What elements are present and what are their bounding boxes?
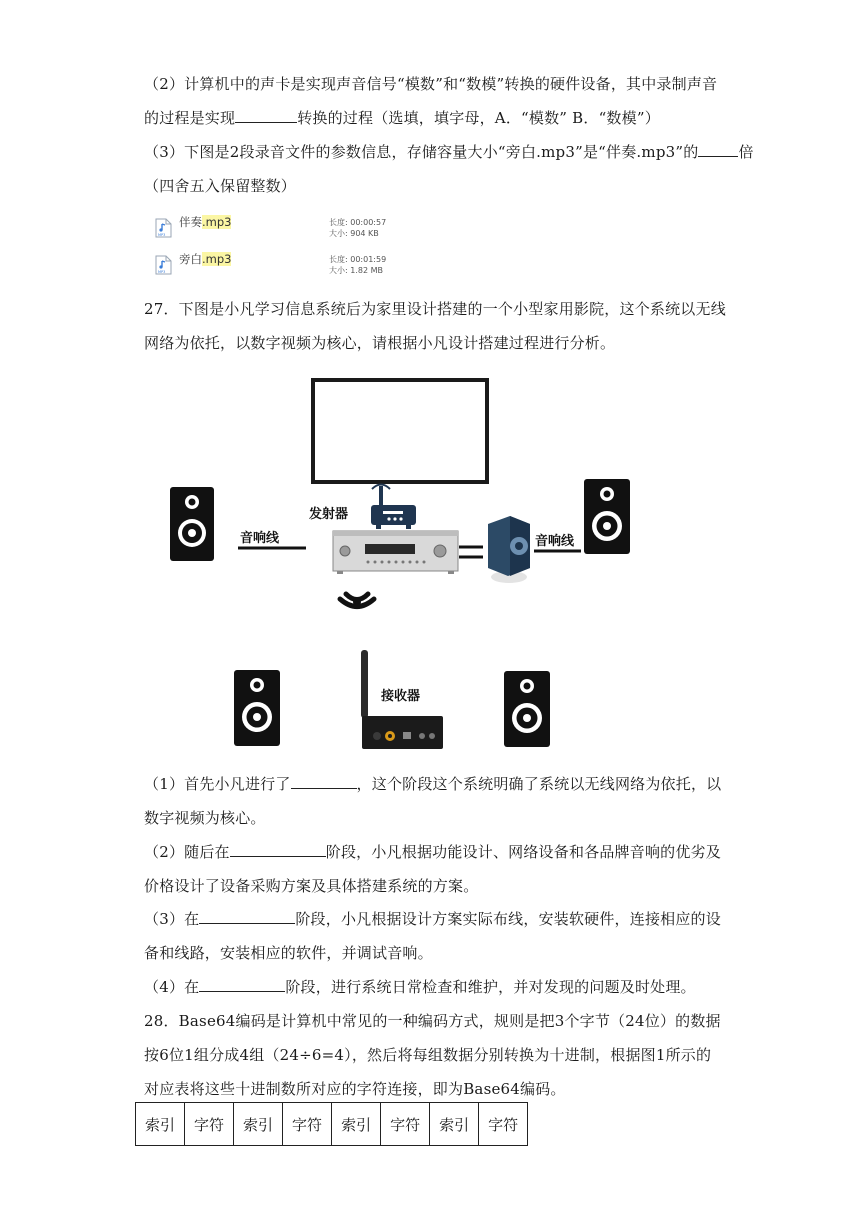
speaker-icon (234, 670, 280, 746)
q27-4-text-pre: （4）在 (144, 978, 200, 996)
q28-line-2: 按6位1组分成4组（24÷6=4），然后将每组数据分别转换为十进制，根据图1所示的 (144, 1046, 712, 1064)
table-header-cell: 索引 (136, 1103, 185, 1146)
table-header-cell: 字符 (479, 1103, 528, 1146)
file-size: 大小: 1.82 MB (329, 266, 383, 275)
q27-2-line-1 (144, 841, 721, 862)
amplifier-icon (333, 531, 458, 574)
q26-2-line-1: （2）计算机中的声卡是实现声音信号“模数”和“数模”转换的硬件设备，其中录制声音 (144, 75, 718, 93)
q28-line-3: 对应表将这些十进制数所对应的字符连接，即为Base64编码。 (144, 1080, 566, 1098)
q27-2-line-2: 价格设计了设备采购方案及具体搭建系统的方案。 (144, 877, 479, 895)
q26-2-text-post: 转换的过程（选填，填字母，A．“模数” B．“数模”） (297, 109, 660, 127)
table-header-cell: 字符 (185, 1103, 234, 1146)
base64-index-table (135, 1102, 528, 1146)
transmitter-label: 发射器 (309, 507, 349, 522)
q26-3-text-pre: （3）下图是2段录音文件的参数信息，存储容量大小“旁白.mp3”是“伴奏.mp3”的 (144, 143, 699, 161)
speaker-icon (584, 479, 630, 554)
q28-line-1: 28．Base64编码是计算机中常见的一种编码方式，规则是把3个字节（24位）的数据 (144, 1012, 721, 1030)
q26-3-text-post: 倍 (738, 143, 754, 161)
answer-blank[interactable] (291, 774, 357, 789)
speaker-icon (504, 671, 550, 747)
q27-1-text-pre: （1）首先小凡进行了 (144, 775, 291, 793)
file-length: 长度: 00:00:57 (329, 218, 387, 227)
table-header-cell: 字符 (381, 1103, 430, 1146)
table-header-cell: 索引 (332, 1103, 381, 1146)
audio-cable-label-left: 音响线 (240, 531, 280, 546)
svg-text:MP3: MP3 (158, 233, 166, 237)
subwoofer-icon (488, 516, 530, 583)
wireless-signal-icon (340, 594, 374, 607)
answer-blank[interactable] (199, 977, 285, 992)
q27-3-text-pre: （3）在 (144, 910, 200, 928)
file-name: 旁白.mp3 (179, 252, 232, 266)
tv-icon (313, 380, 487, 482)
q27-3-line-1 (144, 908, 721, 929)
q27-4-line (144, 976, 696, 997)
q27-2-text-post: 阶段，小凡根据功能设计、网络设备和各品牌音响的优劣及 (325, 843, 721, 861)
svg-text:MP3: MP3 (158, 270, 166, 274)
q26-3-line-2: （四舍五入保留整数） (144, 177, 297, 195)
q27-line-1: 27．下图是小凡学习信息系统后为家里设计搭建的一个小型家用影院，这个系统以无线 (144, 300, 726, 318)
q27-line-2: 网络为依托，以数字视频为核心，请根据小凡设计搭建过程进行分析。 (144, 334, 616, 352)
q26-2-text-pre: 的过程是实现 (144, 109, 236, 127)
audio-cable-label-right: 音响线 (535, 534, 575, 549)
speaker-icon (170, 487, 214, 561)
table-header-cell: 索引 (430, 1103, 479, 1146)
q27-2-text-pre: （2）随后在 (144, 843, 230, 861)
q27-3-line-2: 备和线路，安装相应的软件，并调试音响。 (144, 944, 433, 962)
router-icon (371, 485, 416, 530)
file-length: 长度: 00:01:59 (329, 255, 387, 264)
answer-blank[interactable] (199, 909, 295, 924)
q27-1-line-1 (144, 773, 721, 794)
q27-3-text-post: 阶段，小凡根据设计方案实际布线，安装软硬件，连接相应的设 (295, 910, 721, 928)
table-header-cell: 字符 (283, 1103, 332, 1146)
table-header-row (136, 1103, 528, 1146)
file-size: 大小: 904 KB (329, 229, 379, 238)
q27-1-line-2: 数字视频为核心。 (144, 809, 266, 827)
receiver-label: 接收器 (381, 689, 421, 704)
answer-blank[interactable] (230, 842, 326, 857)
table-header-cell: 索引 (234, 1103, 283, 1146)
q27-4-text-post: 阶段，进行系统日常检查和维护，并对发现的问题及时处理。 (285, 978, 696, 996)
file-name: 伴奏.mp3 (179, 215, 232, 229)
q27-1-text-post: ，这个阶段这个系统明确了系统以无线网络为依托，以 (356, 775, 722, 793)
